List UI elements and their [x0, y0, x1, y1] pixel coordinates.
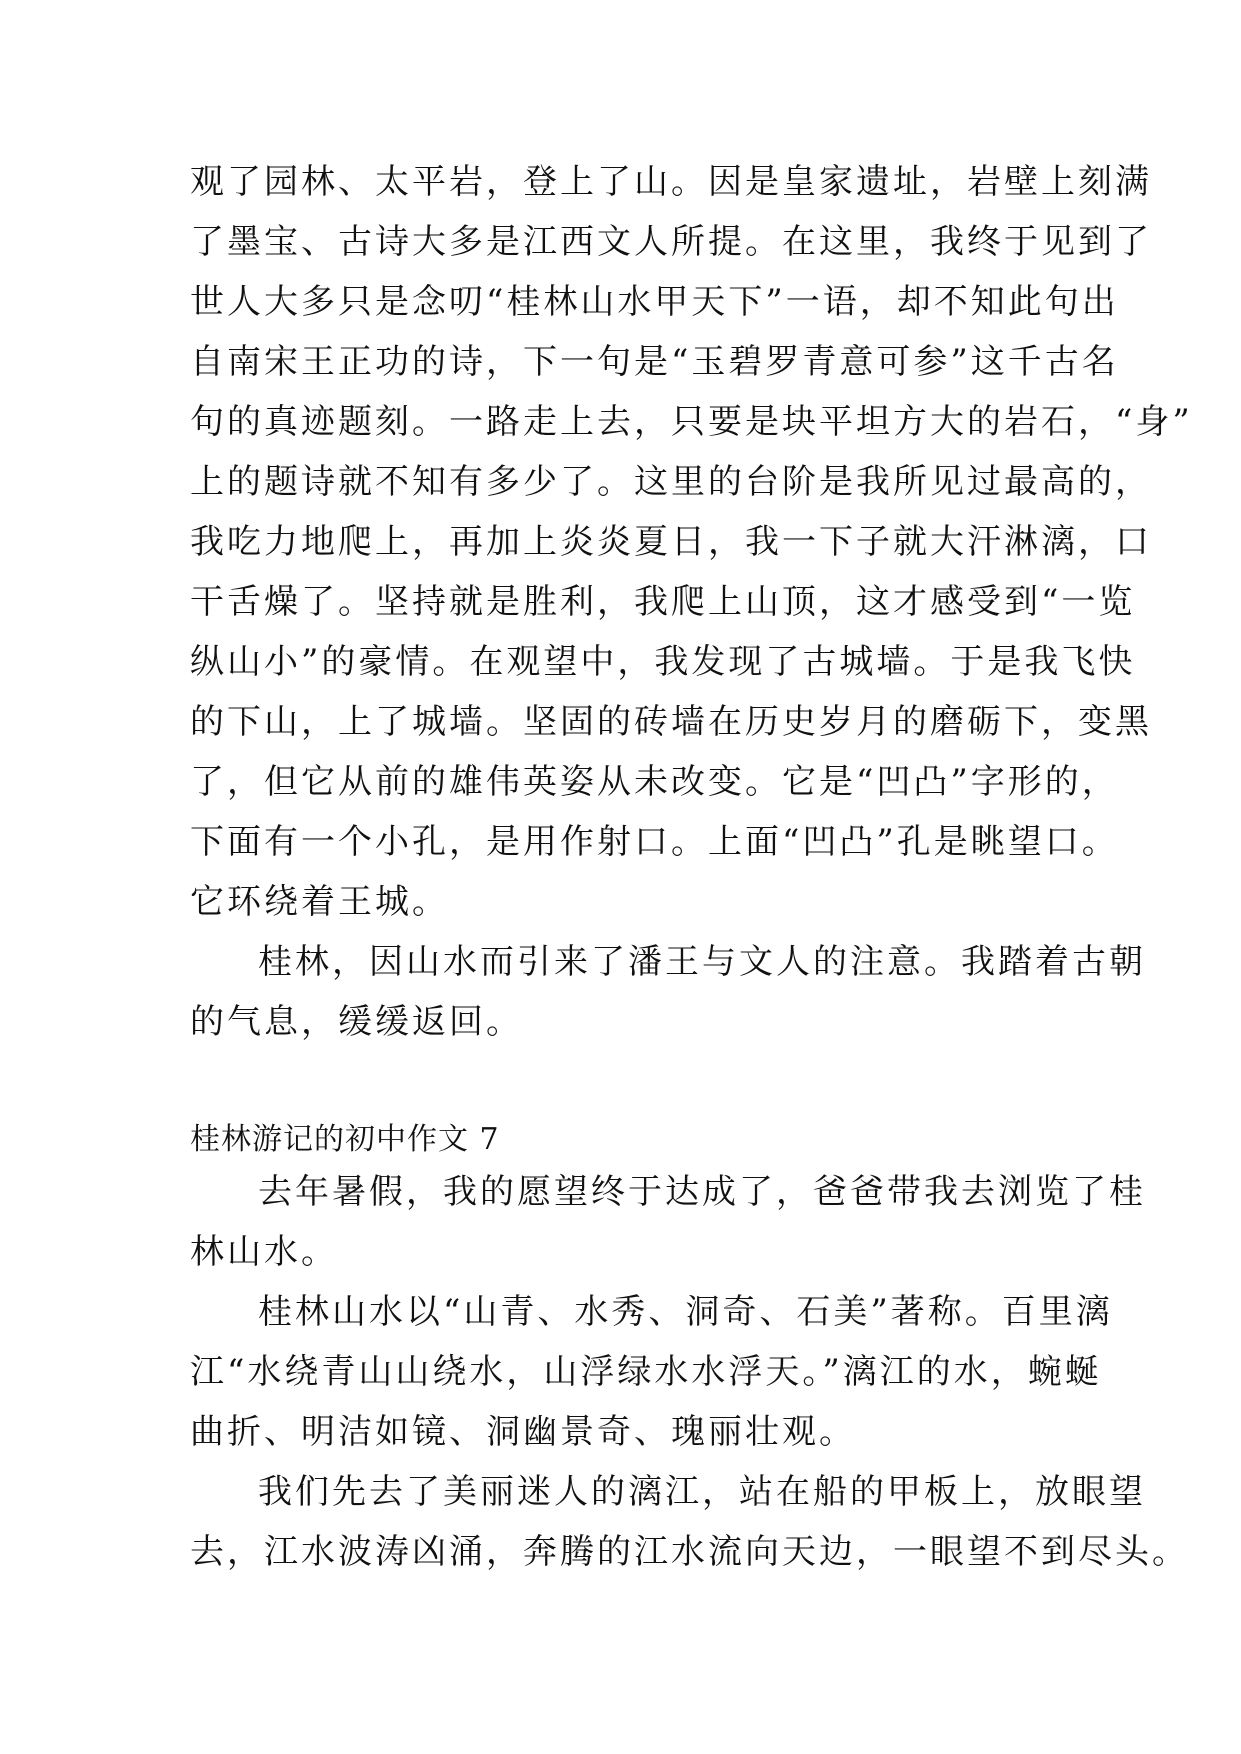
- paragraph-line: 它环绕着王城。: [190, 882, 449, 922]
- paragraph-line: 干舌燥了。坚持就是胜利，我爬上山顶，这才感受到“一览: [190, 582, 1136, 622]
- paragraph-line: 纵山小”的豪情。在观望中，我发现了古城墙。于是我飞快: [190, 642, 1136, 682]
- section-heading: 桂林游记的初中作文 7: [190, 1122, 500, 1157]
- paragraph-line: 上的题诗就不知有多少了。这里的台阶是我所见过最高的，: [190, 462, 1152, 502]
- paragraph-line: 我吃力地爬上，再加上炎炎夏日，我一下子就大汗淋漓，口: [190, 522, 1152, 562]
- paragraph-line: 自南宋王正功的诗，下一句是“玉碧罗青意可参”这千古名: [190, 342, 1119, 382]
- paragraph-line: 桂林山水以“山青、水秀、洞奇、石美”著称。百里漓: [258, 1292, 1113, 1332]
- paragraph-line: 下面有一个小孔，是用作射口。上面“凹凸”孔是眺望口。: [190, 822, 1119, 862]
- paragraph-line: 我们先去了美丽迷人的漓江，站在船的甲板上，放眼望: [258, 1472, 1146, 1512]
- paragraph-line: 去，江水波涛凶涌，奔腾的江水流向天边，一眼望不到尽头。: [190, 1532, 1189, 1572]
- closing-paragraph-line: 桂林，因山水而引来了潘王与文人的注意。我踏着古朝: [258, 942, 1146, 982]
- paragraph-line: 了墨宝、古诗大多是江西文人所提。在这里，我终于见到了: [190, 222, 1152, 262]
- paragraph-line: 林山水。: [190, 1232, 338, 1272]
- paragraph-line: 江“水绕青山山绕水，山浮绿水水浮天。”漓江的水，蜿蜒: [190, 1352, 1102, 1392]
- paragraph-line: 去年暑假，我的愿望终于达成了，爸爸带我去浏览了桂: [258, 1172, 1146, 1212]
- paragraph-line: 世人大多只是念叨“桂林山水甲天下”一语，却不知此句出: [190, 282, 1119, 322]
- paragraph-line: 了，但它从前的雄伟英姿从未改变。它是“凹凸”字形的，: [190, 762, 1119, 802]
- paragraph-line: 句的真迹题刻。一路走上去，只要是块平坦方大的岩石，“身”: [190, 402, 1193, 442]
- closing-paragraph-line: 的气息，缓缓返回。: [190, 1002, 523, 1042]
- paragraph-line: 观了园林、太平岩，登上了山。因是皇家遗址，岩壁上刻满: [190, 162, 1152, 202]
- paragraph-line: 曲折、明洁如镜、洞幽景奇、瑰丽壮观。: [190, 1412, 856, 1452]
- paragraph-line: 的下山，上了城墙。坚固的砖墙在历史岁月的磨砺下，变黑: [190, 702, 1152, 742]
